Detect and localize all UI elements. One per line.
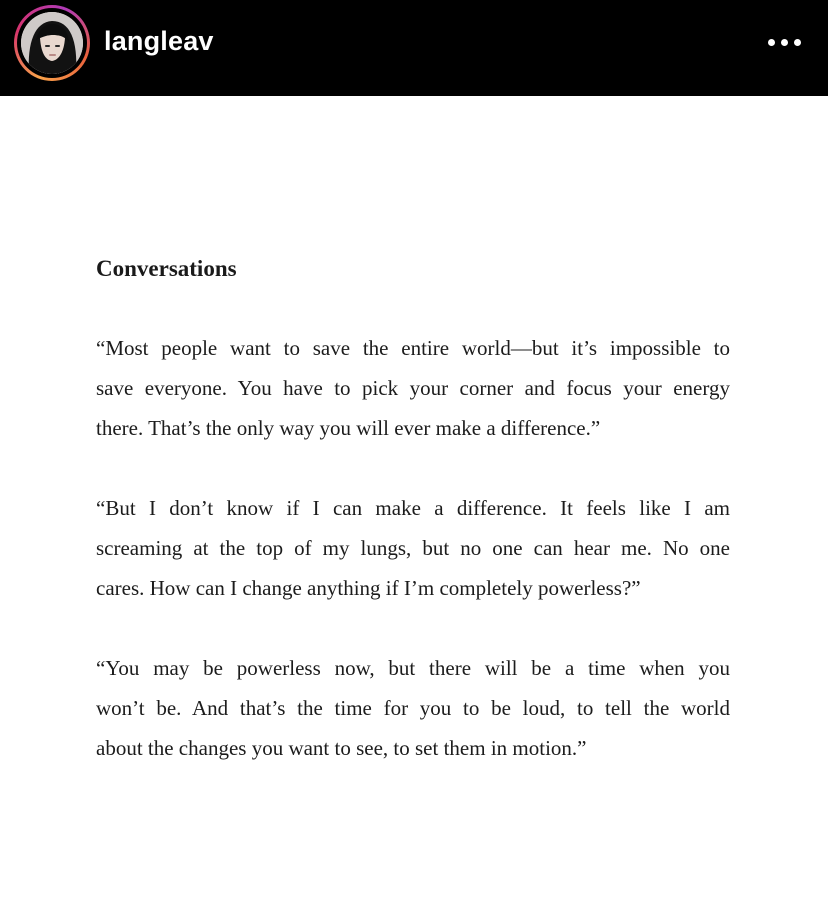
story-ring[interactable] <box>14 5 90 81</box>
more-icon-dot <box>781 39 788 46</box>
more-options-button[interactable] <box>762 30 806 56</box>
avatar-photo <box>21 12 83 74</box>
text-line: screaming at the top of my lungs, but no one can hear me. No one <box>96 536 730 560</box>
avatar[interactable] <box>21 12 83 74</box>
post-title: Conversations <box>96 256 237 281</box>
post-header <box>0 0 828 96</box>
text-line: won’t be. And that’s the time for you to be loud, to tell the world <box>96 696 730 720</box>
text-line: save everyone. You have to pick your corner and focus your energy <box>96 376 730 400</box>
post-image[interactable] <box>0 96 828 916</box>
paragraph <box>96 648 730 768</box>
text-line: cares. How can I change anything if I’m completely powerless?” <box>96 576 641 600</box>
more-icon-dot <box>794 39 801 46</box>
text-line: “Most people want to save the entire world—but it’s impossible to <box>96 336 730 360</box>
paragraph <box>96 328 730 448</box>
more-icon-dot <box>768 39 775 46</box>
text-line: about the changes you want to see, to set them in motion.” <box>96 736 587 760</box>
username[interactable]: langleav <box>104 26 214 56</box>
paragraph <box>96 488 730 608</box>
text-line: there. That’s the only way you will ever make a difference.” <box>96 416 601 440</box>
avatar-gap <box>17 8 87 78</box>
text-line: “But I don’t know if I can make a difference. It feels like I am <box>96 496 730 520</box>
text-line: “You may be powerless now, but there will be a time when you <box>96 656 730 680</box>
